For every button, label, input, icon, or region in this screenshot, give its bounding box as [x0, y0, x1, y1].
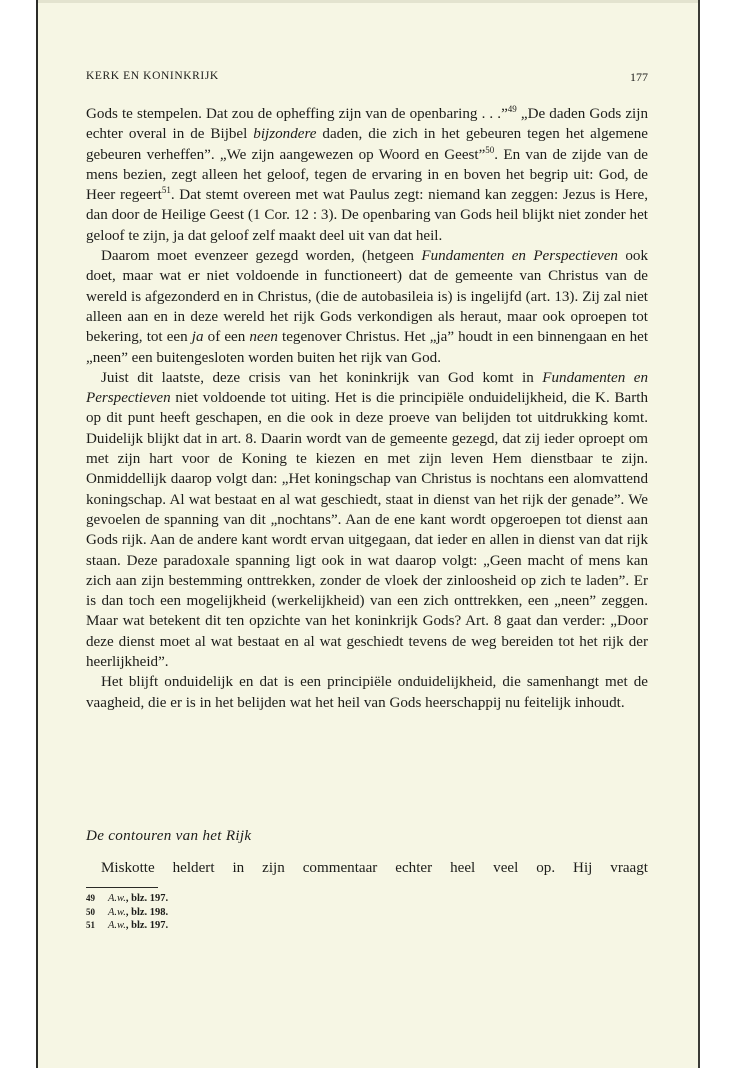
footnote-number: 51	[86, 920, 95, 930]
paragraph-4: Het blijft onduidelijk en dat is een principiële onduidelijkheid, die samenhangt met de vaagheid, die er is in het belijden wat het heil van Gods heerschappij nu feitelijk inhoudt.	[86, 674, 648, 711]
emphasis: bijzondere	[253, 126, 317, 143]
text-run: Gods te stempelen. Dat zou de opheffing zijn van de openbaring . . .”	[86, 106, 508, 122]
footnote	[86, 892, 386, 906]
section-heading: De contouren van het Rijk	[86, 828, 252, 844]
page-number: 177	[630, 70, 648, 84]
text-run: . Dat stemt overeen met wat Paulus zegt: niemand kan zeggen: Jezus is Here, dan door de Heilige Geest (1 Cor. 12 : 3). De openbaring van Gods heil blijkt niet zonder het geloof te zijn, ja dat geloof zelf maakt deel uit van dat heil.	[86, 187, 648, 244]
footnote-abbr: A.w.	[108, 893, 126, 904]
text-run: ook doet, maar wat er niet voldoende in functioneert) dat de gemeente van Christus van de wereld is afgezonderd en in Christus, (die de autobasileia is) is ingelijfd (art. 13). Zij zal niet alleen aan en in deze wereld het rijk Gods verkondigen als heraut, maar ook oproepen tot bekering, tot een	[86, 248, 648, 346]
footnote-number: 49	[86, 893, 95, 903]
body-text	[86, 104, 648, 713]
footnote-rule	[86, 887, 158, 888]
footnote	[86, 906, 386, 920]
text-run: Juist dit laatste, deze crisis van het koninkrijk van God komt in	[101, 369, 543, 386]
footnotes	[86, 892, 386, 933]
footnote-number: 50	[86, 906, 95, 917]
text-run: „De daden Gods zijn echter overal in de Bijbel	[86, 106, 648, 143]
footnote-ref: , blz. 197.	[125, 893, 169, 904]
footnote-ref: , blz. 197.	[125, 920, 169, 931]
paragraph-after-heading: Miskotte heldert in zijn commentaar echter heel veel op. Hij vraagt	[101, 860, 648, 876]
running-head-title: KERK EN KONINKRIJK	[86, 70, 219, 82]
text-run: of een	[203, 329, 250, 346]
text-run: niet voldoende tot uiting. Het is die principiële onduidelijkheid, die K. Barth op dit punt heeft geschapen, en die ook in deze proeve van belijden tot uitdrukking komt. Duidelijk blijkt dat in art. 8. Daarin wordt van de gemeente gezegd, dat zij ieder oproept om met zijn hart voor de Koning te kiezen en met zijn leven Hem dienstbaar te zijn. Onmiddellijk daarop volgt dan: „Het koningschap van Christus is nochtans een alomvattend koningschap. Al wat bestaat en al wat geschiedt, staat in dienst van het rijk der genade”. We gevoelen de spanning van dit „nochtans”. Aan de ene kant wordt opgeroepen tot dienst aan Gods rijk. Aan de andere kant wordt ervan uitgegaan, dat ieder en allen in dienst van dat rijk staan. Deze paradoxale spanning ligt ook in wat daarop volgt: „Geen macht of mens kan zich aan zijn bestemming onttrekken, zonder de vloek der zinloosheid op zich te laden”. Er is dan toch een mogelijkheid (werkelijkheid) van een zich onttrekken, een „neen” zeggen. Maar wat betekent dit ten opzichte van het koninkrijk Gods? Art. 8 gaat dan verder: „Door deze dienst moet al wat bestaat en al wat geschiedt tevens de weg bereiden tot het rijk der heerlijkheid”.	[86, 390, 648, 671]
footnote-ref-49: 49	[507, 103, 517, 114]
emphasis: ja	[191, 329, 204, 346]
emphasis: neen	[249, 329, 278, 346]
paragraph-1	[86, 104, 648, 246]
emphasis: Fundamenten en Perspectieven	[86, 369, 649, 407]
footnote-ref: , blz. 198.	[125, 906, 169, 918]
footnote	[86, 919, 386, 933]
footnote-ref-50: 50	[485, 144, 495, 155]
footnote-abbr: A.w.	[108, 906, 126, 918]
text-run: . En van de zijde van de mens bezien, zegt alleen het geloof, tegen de ervaring in en boven het begrip uit: God, de Heer regeert	[86, 146, 648, 204]
footnote-abbr: A.w.	[108, 920, 126, 931]
text-run: Daarom moet evenzeer gezegd worden, (hetgeen	[101, 248, 422, 265]
text-run: daden, die zich in het gebeuren tegen het algemene gebeuren verheffen”. „We zijn aangewezen op Woord en Geest”	[86, 126, 649, 163]
book-page	[36, 0, 700, 1068]
emphasis: Fundamenten en Perspectieven	[421, 248, 618, 265]
footnote-ref-51: 51	[161, 185, 171, 196]
paragraph-2	[86, 246, 648, 368]
text-run: tegenover Christus. Het „ja” houdt in een binnengaan en het „neen” een buitengesloten worden buiten het rijk van God.	[86, 329, 649, 366]
paragraph-3	[86, 368, 648, 672]
page-top-edge	[38, 0, 698, 3]
